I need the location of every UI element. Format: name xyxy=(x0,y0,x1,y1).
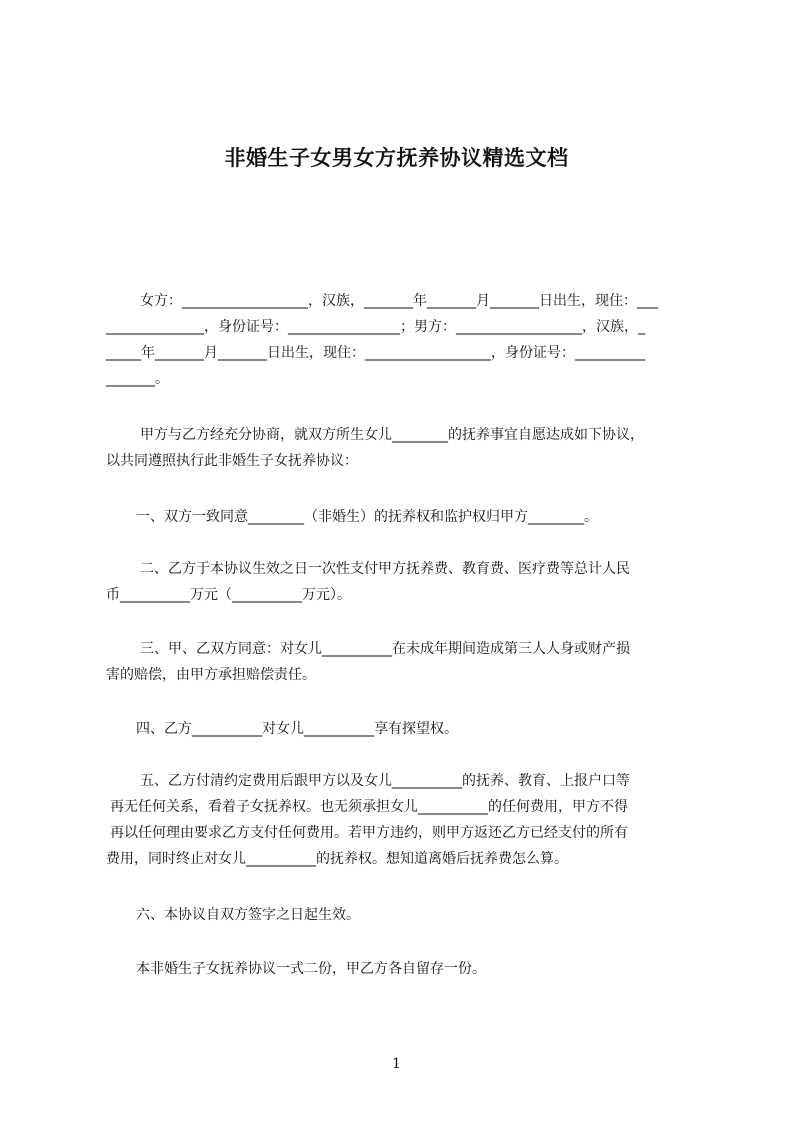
clause-5-line-2: 再无任何关系，看着子女抚养权。也无须承担女儿__________的任何费用，甲方不得 xyxy=(110,799,628,815)
clause-3-line-2: 害的赔偿，由甲方承担赔偿责任。 xyxy=(106,667,316,683)
closing-statement: 本非婚生子女抚养协议一式二份，甲乙方各自留存一份。 xyxy=(136,961,486,977)
page-number: 1 xyxy=(392,1056,401,1072)
clause-4: 四、乙方__________对女儿__________享有探望权。 xyxy=(136,721,458,737)
clause-5-line-3: 再以任何理由要求乙方支付任何费用。若甲方违约，则甲方返还乙方已经支付的所有 xyxy=(110,825,628,841)
intro-line-4: _______。 xyxy=(106,371,169,387)
clause-6: 六、本协议自双方签字之日起生效。 xyxy=(136,907,360,923)
clause-5-line-1: 五、乙方付清约定费用后跟甲方以及女儿__________的抚养、教育、上报户口等 xyxy=(140,773,630,789)
document-title: 非婚生子女男女方抚养协议精选文档 xyxy=(224,146,569,170)
agreement-line-1: 甲方与乙方经充分协商，就双方所生女儿________的抚养事宜自愿达成如下协议， xyxy=(140,427,644,443)
clause-3-line-1: 三、甲、乙双方同意：对女儿__________在未成年期间造成第三人人身或财产损 xyxy=(140,641,630,657)
clause-1: 一、双方一致同意________（非婚生）的抚养权和监护权归甲方________。 xyxy=(136,509,598,525)
intro-line-2: ______________，身份证号：________________；男方：__________________，汉族，_ xyxy=(106,319,645,335)
intro-line-3: _____年_______月_______日出生，现住：__________________，身份证号：__________ xyxy=(106,345,645,361)
clause-2-line-2: 币__________万元（__________万元）。 xyxy=(106,587,351,603)
clause-5-line-4: 费用，同时终止对女儿__________的抚养权。想知道离婚后抚养费怎么算。 xyxy=(106,851,568,867)
clause-2-line-1: 二、乙方于本协议生效之日一次性支付甲方抚养费、教育费、医疗费等总计人民 xyxy=(140,561,630,577)
agreement-line-2: 以共同遵照执行此非婚生子女抚养协议： xyxy=(106,453,358,469)
intro-line-1: 女方：__________________，汉族，_______年_______月_______日出生，现住：___ xyxy=(140,293,658,309)
